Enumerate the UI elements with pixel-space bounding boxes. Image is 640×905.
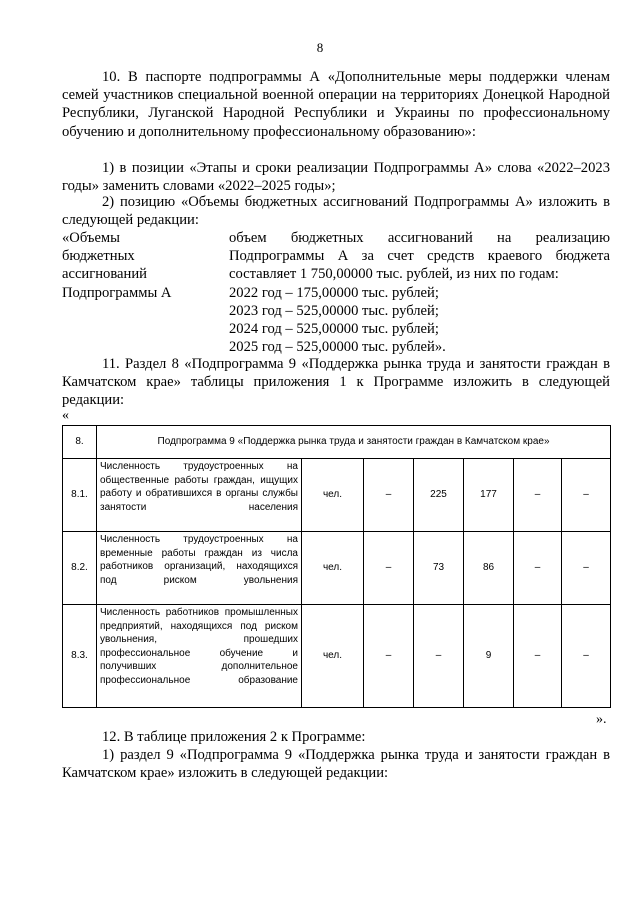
row-value: – (414, 605, 464, 708)
position-text: объем бюджетных ассигнований на реализацию Подпрограммы А за счет средств краевого бюджета составляет 1 750,00000 тыс. рублей, из них по годам: (229, 230, 610, 283)
table-row (63, 605, 611, 708)
row-value: – (364, 605, 414, 708)
quote-close: ». (596, 712, 607, 727)
row-value: – (562, 459, 611, 532)
row-value: – (514, 459, 562, 532)
position-year: 2023 год – 525,00000 тыс. рублей; (229, 302, 439, 319)
row-number: 8.1. (63, 459, 97, 532)
paragraph-10-item-1: 1) в позиции «Этапы и сроки реализации Подпрограммы А» слова «2022–2023 годы» заменить словами «2022–2025 годы»; (62, 160, 610, 195)
row-number: 8.2. (63, 532, 97, 605)
row-description: Численность работников промышленных предприятий, находящихся под риском увольнения, прошедших профессиональное обучение и получивших дополнительное профессиональное образование (97, 605, 302, 708)
position-label-line: «Объемы (62, 230, 120, 246)
page-number: 8 (316, 40, 324, 55)
position-label-line: Подпрограммы А (62, 284, 172, 301)
row-value: 9 (464, 605, 514, 708)
row-value: – (562, 605, 611, 708)
position-year: 2024 год – 525,00000 тыс. рублей; (229, 321, 439, 338)
header-number: 8. (63, 426, 97, 459)
paragraph-10-item-2: 2) позицию «Объемы бюджетных ассигнований Подпрограммы А» изложить в следующей редакции: (62, 194, 610, 229)
row-description: Численность трудоустроенных на временные работы граждан из числа работников организаций, находящихся под риском увольнения (97, 532, 302, 605)
paragraph-12-item-1: 1) раздел 9 «Подпрограмма 9 «Поддержка рынка труда и занятости граждан в Камчатском крае» изложить в следующей редакции: (62, 747, 610, 782)
paragraph-10: 10. В паспорте подпрограммы А «Дополнительные меры поддержки членам семей участников специальной военной операции на территориях Донецкой Народной Республики, Луганской Народной Республики и Украины по профессиональному обучению и дополнительному профессиональному образованию»: (62, 69, 610, 140)
row-value: – (514, 605, 562, 708)
position-label (62, 229, 212, 302)
paragraph-11: 11. Раздел 8 «Подпрограмма 9 «Поддержка рынка труда и занятости граждан в Камчатском крае» таблицы приложения 1 к Программе изложить в следующей редакции: (62, 356, 610, 409)
row-value: – (562, 532, 611, 605)
paragraph-12: 12. В таблице приложения 2 к Программе: (102, 729, 366, 745)
table-row (63, 459, 611, 532)
position-label-line: бюджетных (62, 248, 135, 265)
header-title: Подпрограмма 9 «Поддержка рынка труда и занятости граждан в Камчатском крае» (97, 426, 611, 459)
position-label-line: ассигнований (62, 266, 147, 283)
row-value: – (364, 532, 414, 605)
row-description: Численность трудоустроенных на общественные работы граждан, ищущих работу и обратившихся в органы службы занятости населения (97, 459, 302, 532)
row-value: 86 (464, 532, 514, 605)
quote-open: « (62, 408, 69, 423)
row-value: 73 (414, 532, 464, 605)
position-year: 2025 год – 525,00000 тыс. рублей». (229, 339, 446, 356)
row-value: 177 (464, 459, 514, 532)
row-number: 8.3. (63, 605, 97, 708)
row-value: – (514, 532, 562, 605)
table-row (63, 532, 611, 605)
position-content (229, 229, 610, 356)
position-year: 2022 год – 175,00000 тыс. рублей; (229, 284, 439, 301)
row-value: 225 (414, 459, 464, 532)
row-value: – (364, 459, 414, 532)
indicators-table (62, 425, 611, 708)
row-unit: чел. (302, 605, 364, 708)
row-unit: чел. (302, 532, 364, 605)
table-header-row (63, 426, 611, 459)
row-unit: чел. (302, 459, 364, 532)
